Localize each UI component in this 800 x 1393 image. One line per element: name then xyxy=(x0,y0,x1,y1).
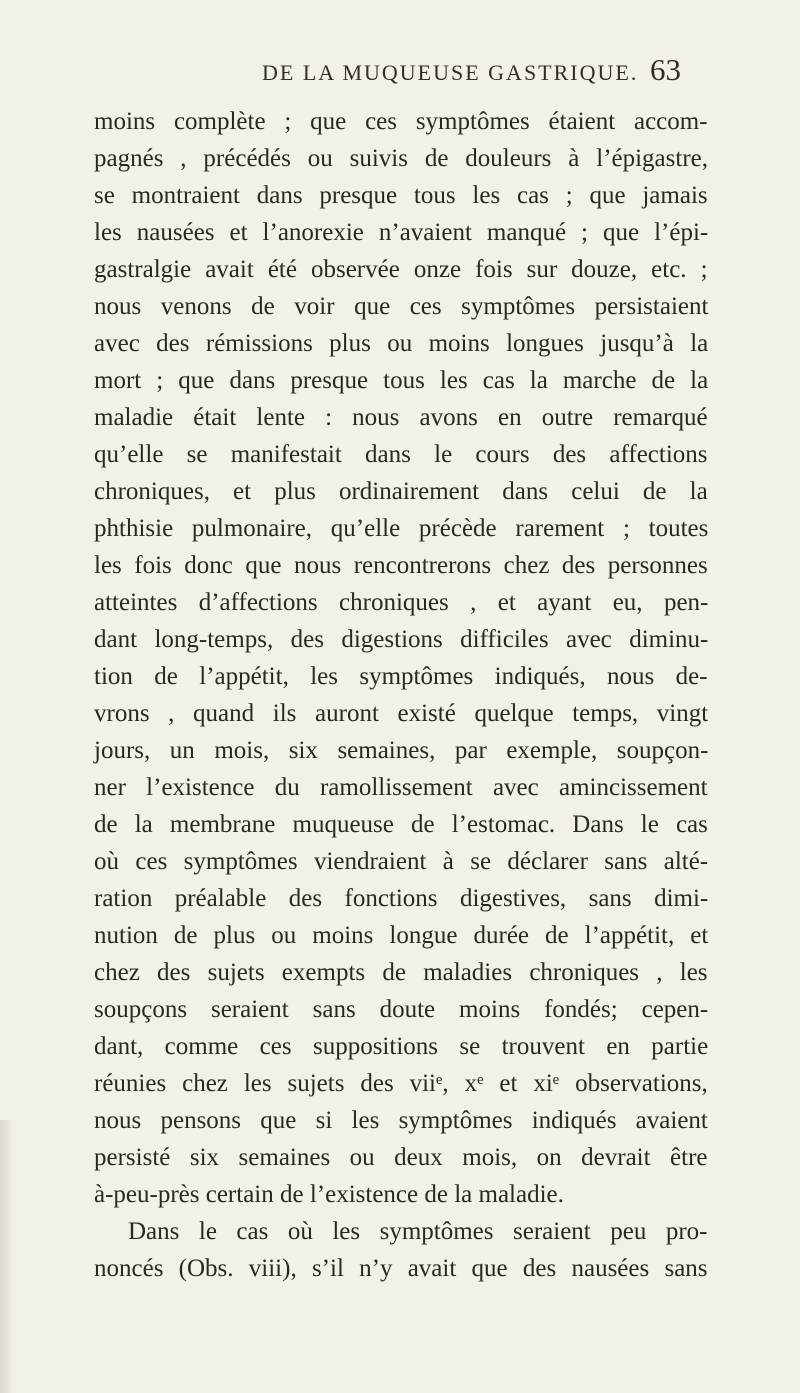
text-line: nution de plus ou moins longue durée de l’appétit, et xyxy=(94,922,709,949)
text-line: pagnés , précédés ou suivis de douleurs à l’épigastre, xyxy=(94,145,709,172)
text-line: les fois donc que nous rencontrerons chez des personnes xyxy=(94,552,708,579)
text-line: réunies chez les sujets des viiᵉ, xᵉ et xiᵉ observations, xyxy=(94,1070,708,1097)
text-line: maladie était lente : nous avons en outre remarqué xyxy=(94,404,708,431)
text-line: jours, un mois, six semaines, par exemple, soupçon- xyxy=(94,737,709,764)
text-line: qu’elle se manifestait dans le cours des affections xyxy=(94,441,708,468)
running-head xyxy=(0,52,800,88)
text-line: gastralgie avait été observée onze fois sur douze, etc. ; xyxy=(94,256,708,283)
text-line: de la membrane muqueuse de l’estomac. Dans le cas xyxy=(94,811,708,838)
text-line: soupçons seraient sans doute moins fondés; cepen- xyxy=(94,996,709,1023)
text-line: noncés (Obs. viii), s’il n’y avait que des nausées sans xyxy=(94,1255,708,1282)
text-line: les nausées et l’anorexie n’avaient manqué ; que l’épi- xyxy=(94,219,709,246)
text-line: chroniques, et plus ordinairement dans celui de la xyxy=(94,478,708,505)
text-line: dant long-temps, des digestions difficiles avec diminu- xyxy=(94,626,709,653)
text-line: nous pensons que si les symptômes indiqués avaient xyxy=(94,1107,708,1134)
text-line: vrons , quand ils auront existé quelque temps, vingt xyxy=(94,700,709,727)
text-line: Dans le cas où les symptômes seraient peu pro- xyxy=(128,1218,708,1245)
text-line: ration préalable des fonctions digestives, sans dimi- xyxy=(94,885,709,912)
text-line: atteintes d’affections chroniques , et ayant eu, pen- xyxy=(94,589,709,616)
text-line: se montraient dans presque tous les cas ; que jamais xyxy=(94,182,708,209)
running-title: DE LA MUQUEUSE GASTRIQUE. xyxy=(262,60,639,85)
text-line: ner l’existence du ramollissement avec amincissement xyxy=(94,774,708,801)
text-line: mort ; que dans presque tous les cas la marche de la xyxy=(94,367,709,394)
text-line: chez des sujets exempts de maladies chroniques , les xyxy=(94,959,708,986)
gutter-shadow xyxy=(0,1120,14,1393)
text-line: où ces symptômes viendraient à se déclarer sans alté- xyxy=(94,848,709,875)
text-line: moins complète ; que ces symptômes étaient accom- xyxy=(94,108,708,135)
text-line: phthisie pulmonaire, qu’elle précède rarement ; toutes xyxy=(94,515,709,542)
text-line: à-peu-près certain de l’existence de la maladie. xyxy=(94,1181,564,1208)
text-line: avec des rémissions plus ou moins longues jusqu’à la xyxy=(94,330,709,357)
text-line: persisté six semaines ou deux mois, on devrait être xyxy=(94,1144,708,1171)
text-line: dant, comme ces suppositions se trouvent en partie xyxy=(94,1033,709,1060)
page-number: 63 xyxy=(650,52,681,87)
text-line: tion de l’appétit, les symptômes indiqués, nous de- xyxy=(94,663,708,690)
text-line: nous venons de voir que ces symptômes persistaient xyxy=(94,293,709,320)
